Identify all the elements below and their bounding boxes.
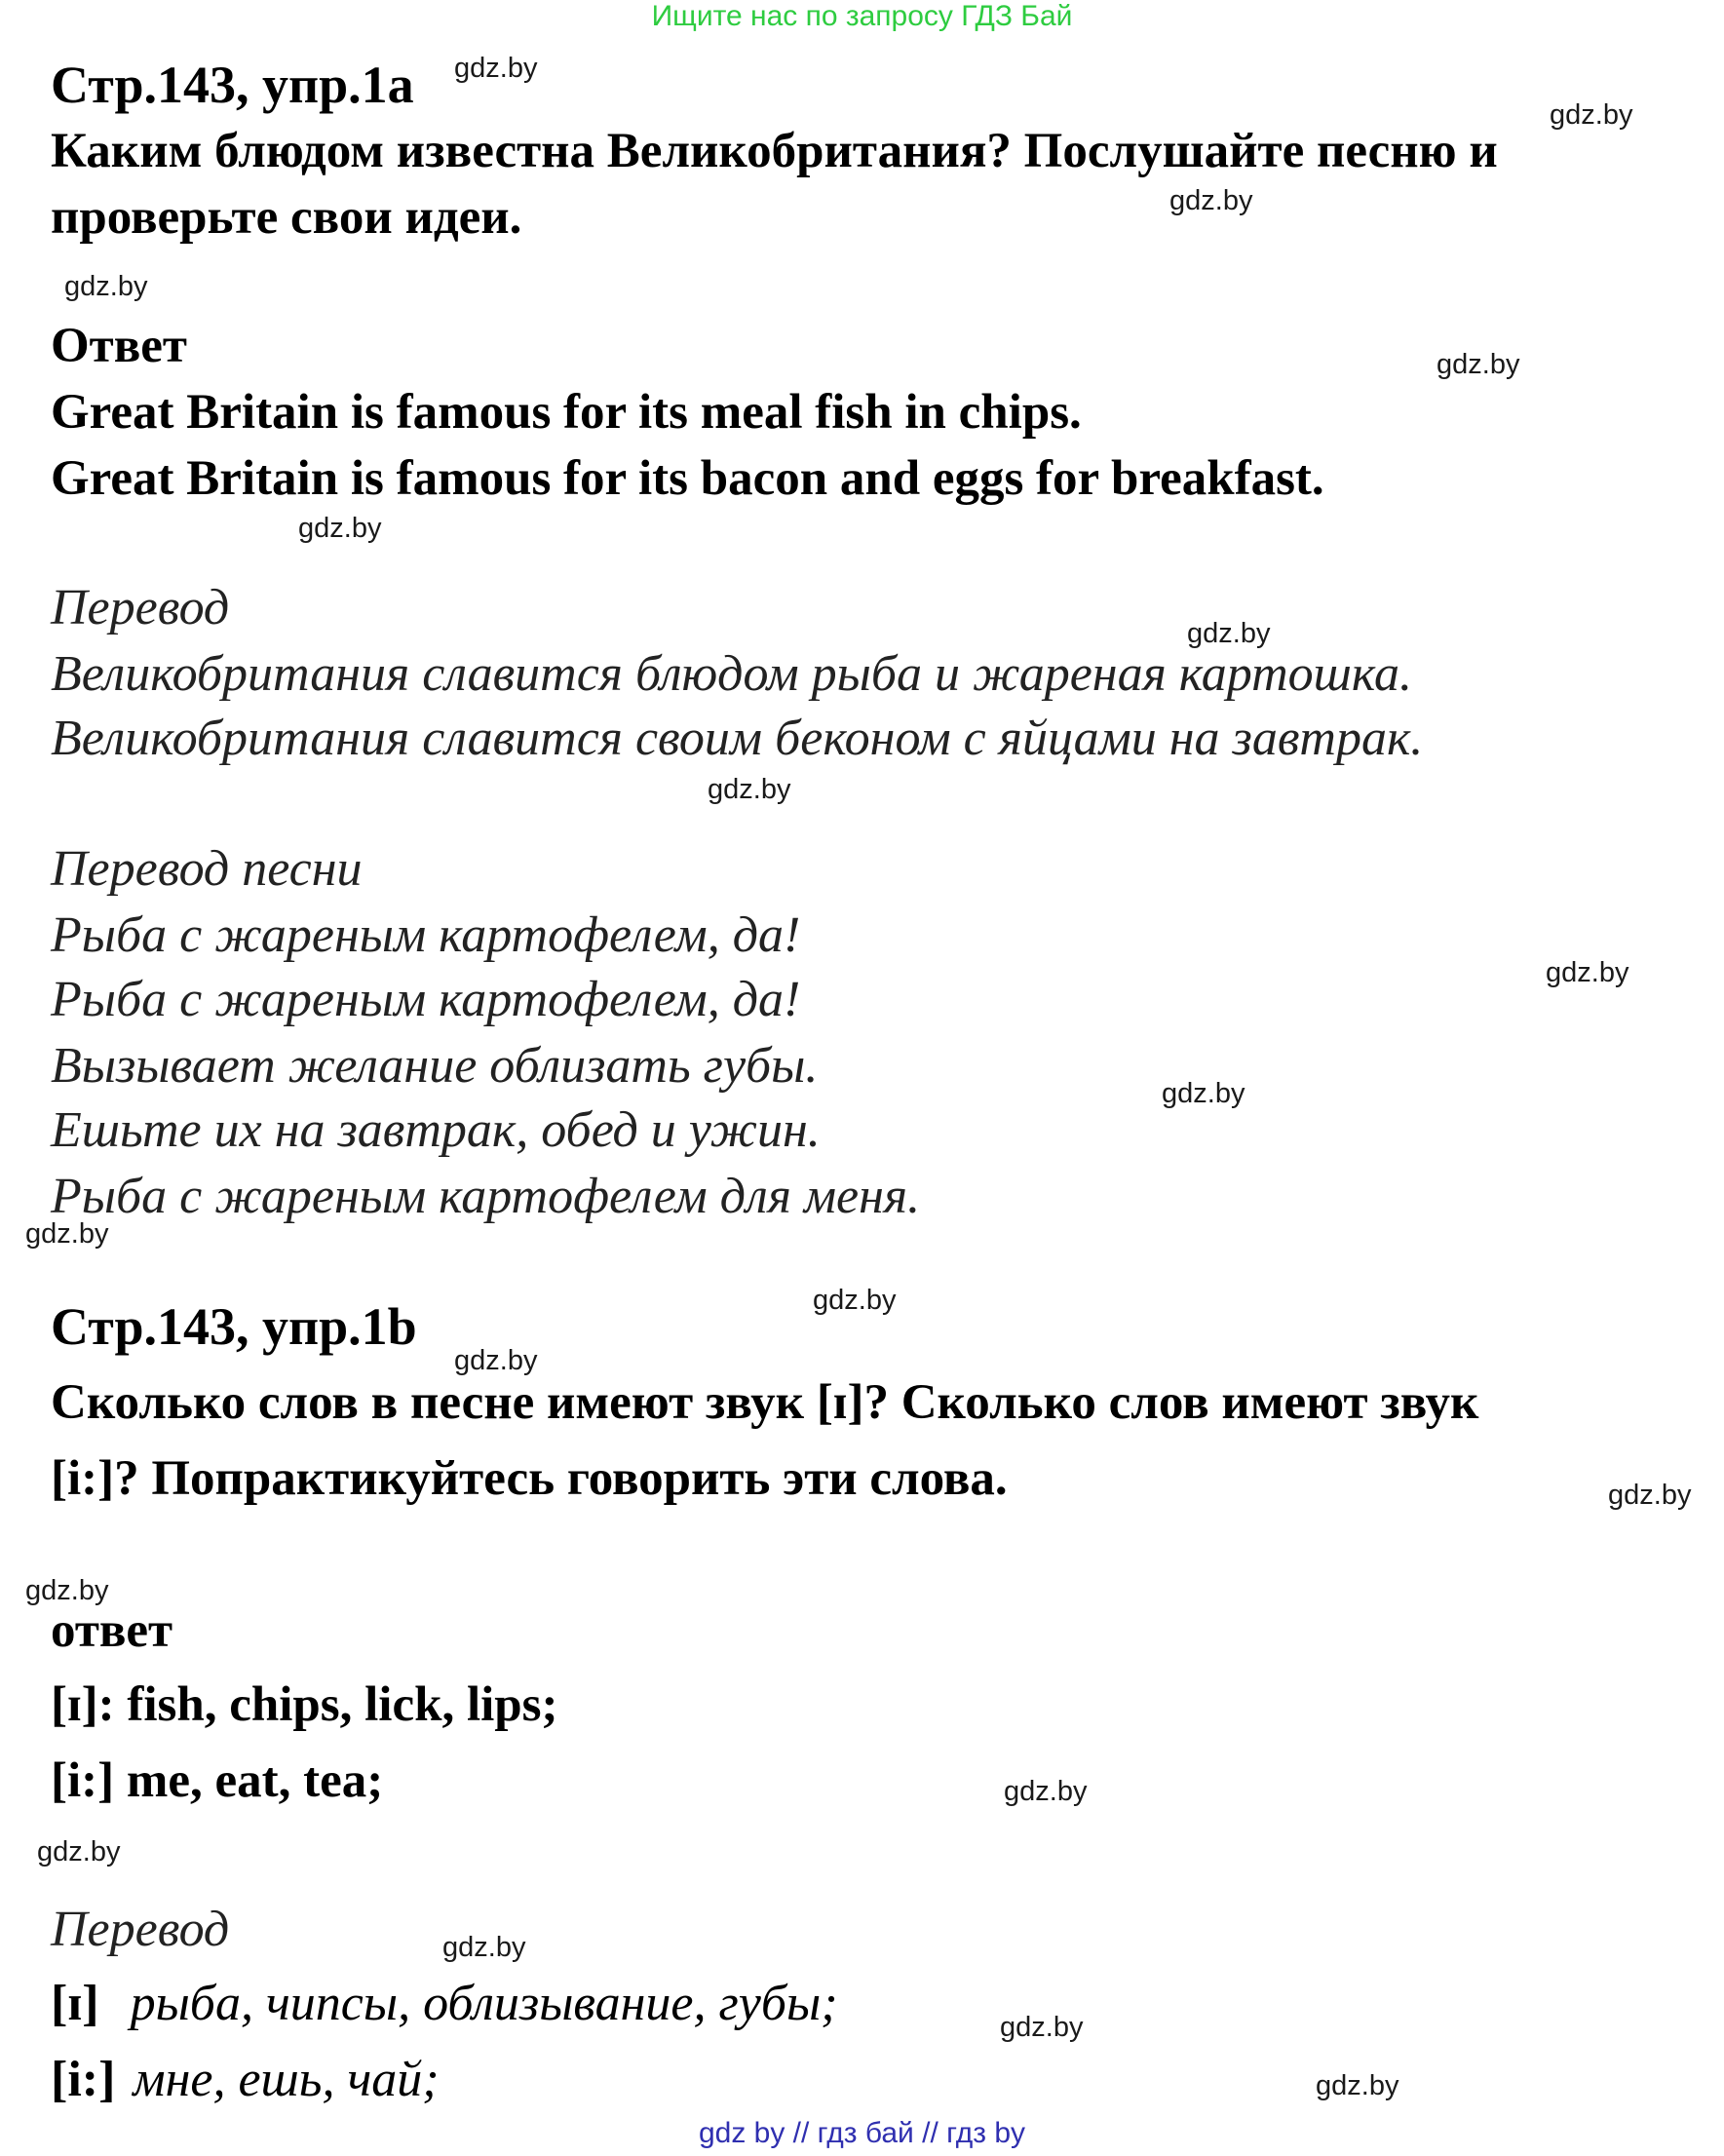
watermark: gdz.by — [454, 53, 538, 84]
watermark: gdz.by — [1169, 185, 1253, 216]
sound-symbol: [ɪ] — [51, 1976, 99, 2031]
ex1b-heading: Стр.143, упр.1b — [51, 1297, 417, 1356]
watermark: gdz.by — [1004, 1776, 1088, 1807]
ex1a-song-line: Ешьте их на завтрак, обед и ужин. — [51, 1102, 821, 1158]
watermark: gdz.by — [37, 1836, 121, 1867]
watermark: gdz.by — [1162, 1078, 1245, 1109]
watermark: gdz.by — [1550, 99, 1633, 131]
ex1a-translation-label: Перевод — [51, 580, 230, 635]
watermark: gdz.by — [25, 1575, 109, 1606]
ex1b-translation-label: Перевод — [51, 1902, 230, 1957]
ex1b-translation-row — [51, 1975, 838, 2032]
ex1b-task-line2: [i:]? Попрактикуйтесь говорить эти слова. — [51, 1451, 1008, 1506]
ex1a-song-label: Перевод песни — [51, 841, 363, 897]
ex1b-answer-line: [i:] me, eat, tea; — [51, 1753, 384, 1808]
watermark: gdz.by — [64, 271, 148, 302]
ex1a-answer-line: Great Britain is famous for its bacon and eggs for breakfast. — [51, 451, 1324, 506]
ex1a-heading: Стр.143, упр.1а — [51, 56, 414, 114]
watermark: gdz.by — [708, 774, 791, 805]
ex1a-song-line: Рыба с жареным картофелем для меня. — [51, 1169, 921, 1224]
ex1a-translation-line: Великобритания славится своим беконом с яйцами на завтрак. — [51, 711, 1424, 766]
ex1b-translation-row — [51, 2051, 440, 2108]
translation-words: рыба, чипсы, облизывание, губы; — [130, 1976, 838, 2031]
ex1a-answer-label: Ответ — [51, 319, 187, 373]
ex1b-answer-line: [ɪ]: fish, chips, lick, lips; — [51, 1677, 558, 1732]
ex1a-answer-line: Great Britain is famous for its meal fish in chips. — [51, 385, 1082, 440]
watermark: gdz.by — [1608, 1480, 1692, 1511]
watermark: gdz.by — [454, 1345, 538, 1376]
watermark: gdz.by — [813, 1285, 897, 1316]
ex1a-song-line: Вызывает желание облизать губы. — [51, 1038, 819, 1094]
sound-symbol: [i:] — [51, 2052, 116, 2107]
ex1a-song-line: Рыба с жареным картофелем, да! — [51, 972, 801, 1027]
ex1a-translation-line: Великобритания славится блюдом рыба и жареная картошка. — [51, 646, 1412, 702]
ex1a-task-line2: проверьте свои идеи. — [51, 190, 522, 245]
translation-words: мне, ешь, чай; — [133, 2052, 440, 2107]
watermark: gdz.by — [25, 1218, 109, 1250]
ex1a-song-line: Рыба с жареным картофелем, да! — [51, 907, 801, 963]
watermark: gdz.by — [1437, 349, 1520, 380]
watermark: gdz.by — [1546, 957, 1629, 988]
watermark: gdz.by — [298, 513, 382, 544]
top-banner: Ищите нас по запросу ГДЗ Бай — [651, 0, 1073, 32]
watermark: gdz.by — [1187, 618, 1271, 649]
ex1b-task-line1: Сколько слов в песне имеют звук [ɪ]? Сколько слов имеют звук — [51, 1375, 1479, 1430]
watermark: gdz.by — [442, 1932, 526, 1963]
ex1a-task-line1: Каким блюдом известна Великобритания? Послушайте песню и — [51, 124, 1498, 178]
ex1b-answer-label: ответ — [51, 1603, 173, 1658]
watermark: gdz.by — [1000, 2012, 1084, 2043]
watermark: gdz.by — [1316, 2070, 1399, 2101]
footer-links: gdz by // гдз бай // гдз by — [698, 2117, 1026, 2149]
